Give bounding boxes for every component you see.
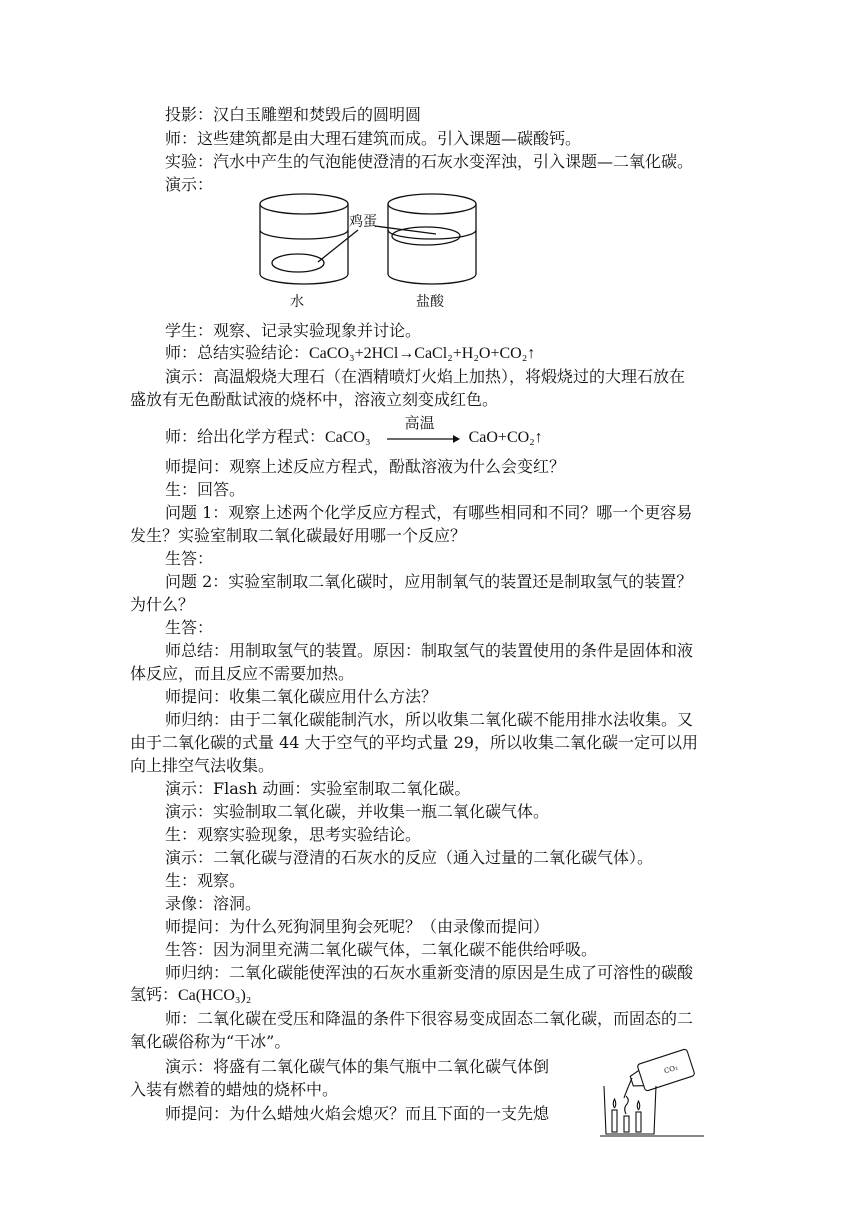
text-line: 发生？实验室制取二氧化碳最好用哪一个反应？ (130, 526, 467, 545)
text-line: 盛放有无色酚酞试液的烧杯中，溶液立刻变成红色。 (130, 390, 499, 409)
co2-bottle-label: CO₂ (663, 1063, 679, 1076)
text-line: 师归纳：二氧化碳能使浑浊的石灰水重新变清的原因是生成了可溶性的碳酸 (165, 963, 694, 982)
condition-label: 高温 (404, 416, 435, 432)
acid-label: 盐酸 (416, 294, 444, 310)
arrow-icon (387, 427, 461, 449)
text-line: 演示： (165, 175, 214, 194)
text-line: 师归纳：由于二氧化碳能制汽水，所以收集二氧化碳不能用排水法收集。又 (165, 710, 694, 729)
egg-label: 鸡蛋 (349, 214, 377, 230)
text-line: 体反应，而且反应不需要加热。 (130, 664, 355, 683)
text-line: 生：观察实验现象，思考实验结论。 (165, 825, 422, 844)
text-line: 师提问：观察上述反应方程式，酚酞溶液为什么会变红？ (165, 457, 566, 476)
equation-reactant: 师：给出化学方程式：CaCO₃ (165, 429, 371, 446)
text-line: 演示：二氧化碳与澄清的石灰水的反应（通入过量的二氧化碳气体）。 (165, 848, 654, 867)
egg-beaker-figure (250, 190, 480, 315)
text-line: 生答： (165, 549, 214, 568)
text-line: 师提问：为什么蜡烛火焰会熄灭？而且下面的一支先熄 (165, 1104, 550, 1123)
text-line: 为什么？ (130, 595, 195, 614)
text-line: 问题 1：观察上述两个化学反应方程式，有哪些相同和不同？哪一个更容易 (165, 503, 693, 522)
text-line: 师提问：为什么死狗洞里狗会死呢？（由录像而提问） (165, 917, 550, 936)
text-line: 实验：汽水中产生的气泡能使澄清的石灰水变浑浊，引入课题—二氧化碳。 (165, 152, 694, 171)
text-line: 入装有燃着的蜡烛的烧杯中。 (130, 1080, 339, 1099)
text-line: 生答： (165, 618, 214, 637)
text-line: 生：观察。 (165, 871, 246, 890)
text-line: 演示：Flash 动画：实验室制取二氧化碳。 (165, 779, 471, 798)
text-line: 师：这些建筑都是由大理石建筑而成。引入课题—碳酸钙。 (165, 129, 582, 148)
text-line: 由于二氧化碳的式量 44 大于空气的平均式量 29，所以收集二氧化碳一定可以用 (130, 733, 698, 752)
equation-line: 师：总结实验结论：CaCO₃+2HCl→CaCl₂+H₂O+CO₂↑ (165, 345, 536, 362)
text-line: 学生：观察、记录实验现象并讨论。 (165, 321, 422, 340)
text-line: 生答：因为洞里充满二氧化碳气体，二氧化碳不能供给呼吸。 (165, 940, 598, 959)
text-line: 演示：实验制取二氧化碳，并收集一瓶二氧化碳气体。 (165, 802, 550, 821)
text-line: 向上排空气法收集。 (130, 756, 275, 775)
reaction-arrow (387, 416, 461, 449)
text-line: 生：回答。 (165, 480, 246, 499)
text-line: 师总结：用制取氢气的装置。原因：制取氢气的装置使用的条件是固体和液 (165, 641, 694, 660)
formula-line: 氢钙：Ca(HCO₃)₂ (130, 987, 252, 1004)
text-line: 氧化碳俗称为“干冰”。 (130, 1032, 291, 1051)
text-line: 师：二氧化碳在受压和降温的条件下很容易变成固态二氧化碳，而固态的二 (165, 1009, 694, 1028)
text-line: 录像：溶洞。 (165, 894, 262, 913)
text-line: 演示：高温煅烧大理石（在酒精喷灯火焰上加热），将煅烧过的大理石放在 (165, 367, 686, 386)
text-line: 师提问：收集二氧化碳应用什么方法？ (165, 687, 438, 706)
text-line: 演示：将盛有二氧化碳气体的集气瓶中二氧化碳气体倒 (165, 1057, 550, 1076)
text-line: 问题 2：实验室制取二氧化碳时，应用制氧气的装置还是制取氢气的装置？ (165, 572, 693, 591)
candle-diagram (596, 1048, 708, 1140)
equation-with-condition (165, 416, 585, 449)
equation-products: CaO+CO₂↑ (468, 429, 543, 446)
water-label: 水 (290, 294, 304, 310)
beakers-diagram (250, 190, 480, 315)
text-line: 投影：汉白玉雕塑和焚毁后的圆明圆 (165, 105, 422, 124)
co2-candle-figure (596, 1048, 708, 1140)
